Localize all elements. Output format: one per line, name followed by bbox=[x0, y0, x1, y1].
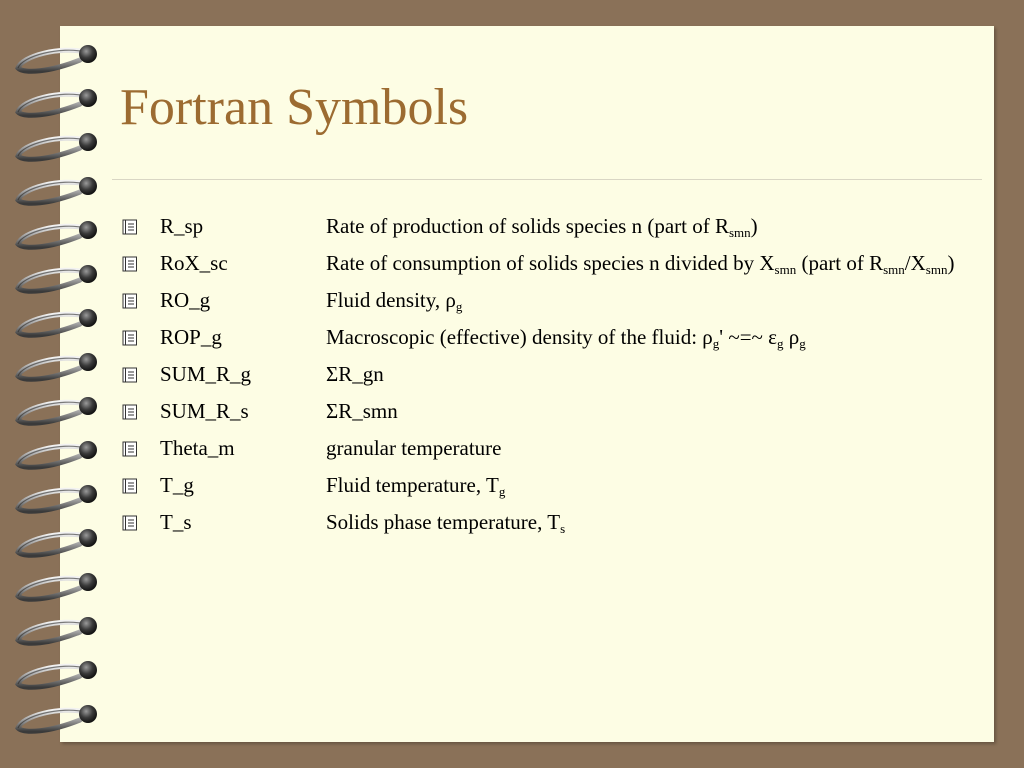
symbol-description bbox=[326, 396, 980, 426]
description-text: ρ bbox=[783, 325, 800, 349]
symbol-description bbox=[326, 359, 980, 389]
spiral-ring-icon bbox=[18, 397, 97, 423]
description-text: ) bbox=[947, 251, 955, 275]
symbol-description bbox=[326, 470, 980, 500]
symbol-description bbox=[326, 285, 980, 315]
list-item bbox=[120, 433, 980, 463]
list-item bbox=[120, 396, 980, 426]
description-text: ΣR_smn bbox=[326, 399, 398, 423]
list-item bbox=[120, 211, 980, 241]
fortran-symbol: R_sp bbox=[160, 214, 204, 238]
list-item bbox=[120, 322, 980, 352]
fortran-symbol: RO_g bbox=[160, 288, 211, 312]
subscript: g bbox=[455, 299, 463, 314]
description-text: ΣR_gn bbox=[326, 362, 384, 386]
description-text: Solids phase temperature, T bbox=[326, 510, 561, 534]
spiral-ring-icon bbox=[18, 309, 97, 335]
fortran-symbol: ROP_g bbox=[160, 325, 222, 349]
list-item bbox=[120, 285, 980, 315]
list-item bbox=[120, 359, 980, 389]
description-text: Rate of production of solids species n (part of R bbox=[326, 214, 729, 238]
fortran-symbol: RoX_sc bbox=[160, 251, 228, 275]
symbol-description bbox=[326, 211, 980, 241]
notepad-bullet-icon bbox=[120, 470, 160, 495]
spiral-ring-icon bbox=[18, 573, 97, 599]
spiral-ring-icon bbox=[18, 89, 97, 115]
spiral-ring-icon bbox=[18, 617, 97, 643]
notepad-bullet-icon bbox=[120, 285, 160, 310]
symbol-description bbox=[326, 433, 980, 463]
notepad-bullet-icon bbox=[120, 507, 160, 532]
spiral-ring-icon bbox=[18, 529, 97, 555]
notepad-bullet-icon bbox=[120, 322, 160, 347]
notepad-bullet-icon bbox=[120, 433, 160, 458]
list-item bbox=[120, 248, 980, 278]
description-text: ) bbox=[750, 214, 758, 238]
fortran-symbol: SUM_R_s bbox=[160, 399, 249, 423]
fortran-symbol: T_g bbox=[160, 473, 194, 497]
subscript: s bbox=[560, 521, 566, 536]
subscript: smn bbox=[925, 262, 948, 277]
subscript: g bbox=[712, 336, 720, 351]
spiral-ring-icon bbox=[18, 177, 97, 203]
description-text: Rate of consumption of solids species n divided by X bbox=[326, 251, 775, 275]
list-item bbox=[120, 507, 980, 537]
subscript: smn bbox=[883, 262, 905, 277]
description-text: (part of R bbox=[796, 251, 884, 275]
description-text: granular temperature bbox=[326, 436, 502, 460]
spiral-binding bbox=[0, 0, 110, 768]
spiral-ring-icon bbox=[18, 705, 97, 731]
fortran-symbol: Theta_m bbox=[160, 436, 235, 460]
fortran-symbol: T_s bbox=[160, 510, 192, 534]
description-text: ' ~=~ ε bbox=[719, 325, 777, 349]
notepad-bullet-icon bbox=[120, 211, 160, 236]
description-text: /X bbox=[904, 251, 926, 275]
spiral-ring-icon bbox=[18, 353, 97, 379]
symbol-description bbox=[326, 248, 980, 278]
notepad-bullet-icon bbox=[120, 359, 160, 384]
slide-title: Fortran Symbols bbox=[120, 79, 469, 136]
symbol-description bbox=[326, 322, 980, 352]
notepad-bullet-icon bbox=[120, 248, 160, 273]
description-text: Macroscopic (effective) density of the fluid: ρ bbox=[326, 325, 713, 349]
title-divider bbox=[112, 179, 982, 180]
spiral-ring-icon bbox=[18, 441, 97, 467]
subscript: smn bbox=[774, 262, 797, 277]
description-text: Fluid temperature, T bbox=[326, 473, 499, 497]
spiral-ring-icon bbox=[18, 45, 97, 71]
subscript: g bbox=[799, 336, 806, 351]
spiral-ring-icon bbox=[18, 221, 97, 247]
notepad-bullet-icon bbox=[120, 396, 160, 421]
spiral-ring-icon bbox=[18, 133, 97, 159]
subscript: smn bbox=[729, 225, 751, 240]
spiral-ring-icon bbox=[18, 661, 97, 687]
symbol-list bbox=[120, 211, 980, 544]
subscript: g bbox=[498, 484, 506, 499]
description-text: Fluid density, ρ bbox=[326, 288, 456, 312]
fortran-symbol: SUM_R_g bbox=[160, 362, 252, 386]
spiral-ring-icon bbox=[18, 265, 97, 291]
spiral-ring-icon bbox=[18, 485, 97, 511]
symbol-description bbox=[326, 507, 980, 537]
list-item bbox=[120, 470, 980, 500]
subscript: g bbox=[776, 336, 784, 351]
